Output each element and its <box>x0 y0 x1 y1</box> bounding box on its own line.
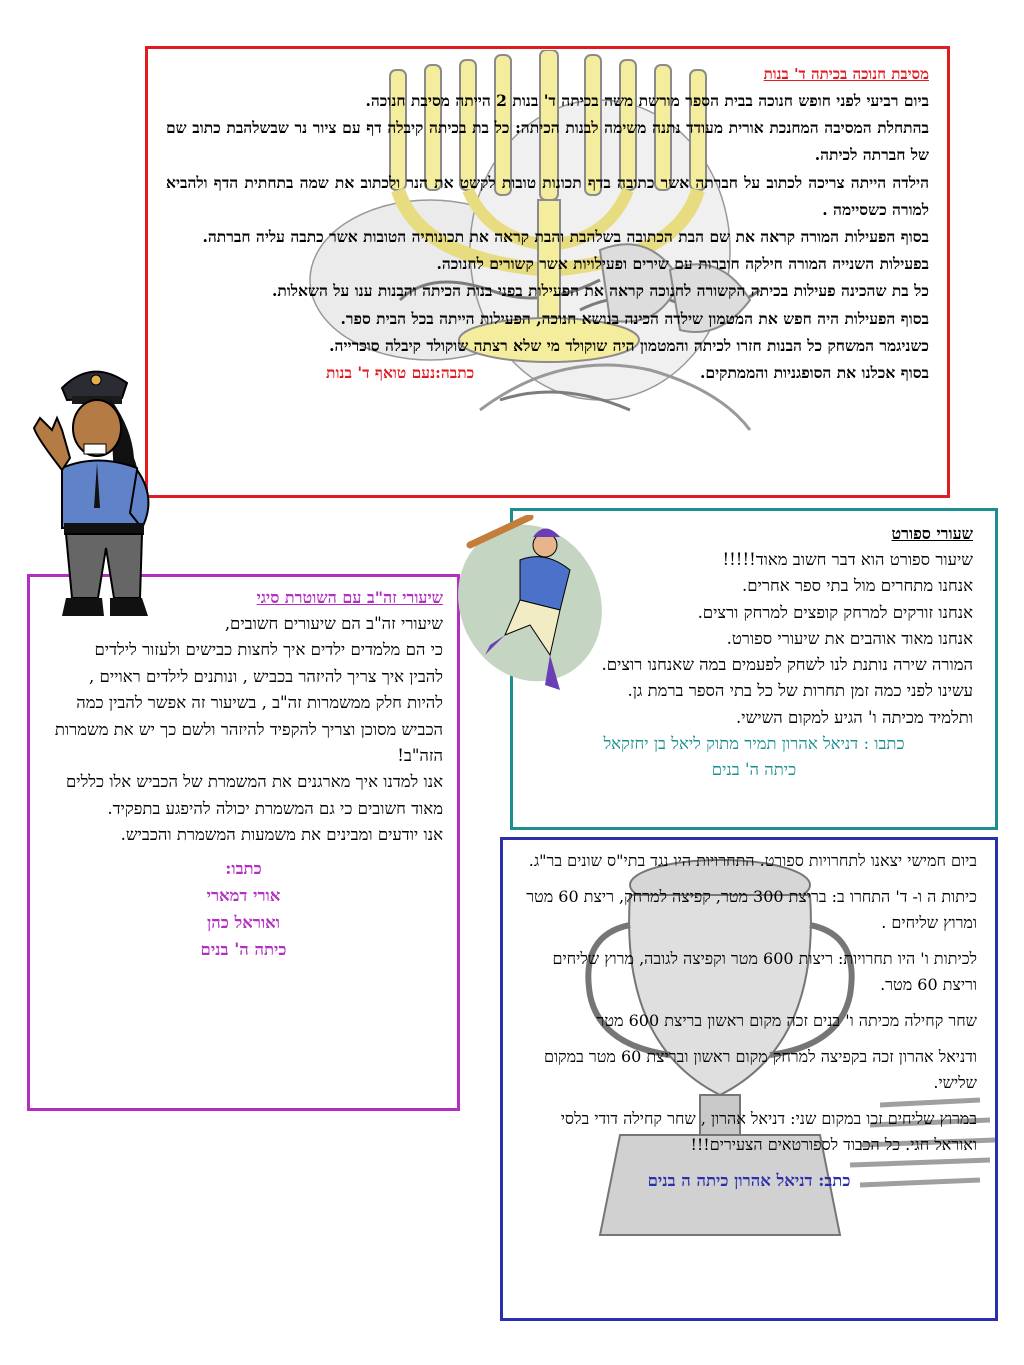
road-safety-signature: ואוראל כהן <box>207 912 280 932</box>
road-safety-paragraph: להיות חלק ממשמרות זה"ב , בשיעור זה אפשר להבין כמה <box>76 693 443 713</box>
hanukkah-paragraph: הילדה הייתה צריכה לכתוב על חברתה אשר כתובה בדף תכונות טובות לקשט את הנר ולכתוב את שמה בתחתית הדף ולהביא למורה כשסיימה . <box>166 172 929 219</box>
hanukkah-paragraph: בסוף הפעילות המורה קראה את שם הבת הכתובה בשלהבת והבת קראה את תכונותיה הטובות אשר כתבה עליה חברתה. <box>202 227 929 247</box>
hanukkah-title: מסיבת חנוכה בכיתה ד' בנות <box>763 65 929 83</box>
hanukkah-signature: כתבה:נעם טואף ד' בנות <box>326 363 475 383</box>
sport-title: שעורי ספורט <box>891 524 973 543</box>
sport-paragraph: אנחנו מתחרים מול בתי ספר אחרים. <box>741 576 973 596</box>
sport-signature-authors: כתבו : דניאל אהרון תמיר מתוק ליאל בן יחזקאל <box>603 734 905 754</box>
road-safety-paragraph: אנו יודעים ומבינים את משמעות המשמרת והכביש. <box>120 825 443 845</box>
road-safety-signature: כתבו: <box>225 858 262 878</box>
competition-paragraph: ודניאל אהרון זכה בקפיצה למרחק מקום ראשון ובריצת 60 מטר במקום שלישי. <box>543 1047 977 1092</box>
road-safety-title: שיעורי זה"ב עם השוטרת סיגי <box>256 588 443 607</box>
sport-signature-class: כיתה ה' בנים <box>711 760 797 780</box>
competition-paragraph: במרוץ שליחים זכו במקום שני: דניאל אהרון , שחר קחילה דודי בלסי ואוראל חגי. כל הכבוד לספורטאים הצעירים!!! <box>560 1109 977 1154</box>
hanukkah-footer <box>166 359 929 386</box>
sport-paragraph: המורה שירה נותנת לנו לשחק לפעמים במה שאנחנו רוצים. עשינו לפני כמה זמן תחרות של כל בתי הספר ברמת גן. ותלמיד מכיתה ו' הגיע למקום השישי. <box>601 655 973 727</box>
hanukkah-paragraph: בפעילות השנייה המורה חילקה חוברות עם שירים ופעילויות אשר קשורים לחנוכה. <box>436 254 929 274</box>
road-safety-signature: כיתה ה' בנים <box>200 939 287 959</box>
competition-signature: כתב: דניאל אהרון כיתה ה בנים <box>647 1171 851 1190</box>
road-safety-signature: אורי דמארי <box>206 885 281 905</box>
competition-paragraph: ביום חמישי יצאנו לתחרויות ספורט. התחרויות היו נגד בתי"ס שונים בר"ג. <box>528 851 977 870</box>
hanukkah-paragraph: בסוף הפעילות היה חפש את המטמון שילדה הכינה בנושא חנוכה, הפעילות הייתה בכל הבית ספר. <box>340 308 929 328</box>
sport-article <box>510 508 998 830</box>
sport-paragraph: שיעור ספורט הוא דבר חשוב מאוד!!!!! <box>722 550 973 569</box>
sport-paragraph: אנחנו זורקים למרחק קופצים למרחק ורצים. <box>697 602 973 622</box>
competition-paragraph: כיתות ה ו- ד' התחרו ב: בריצת 300 מטר, קפיצה למרחק, ריצת 60 מטר ומרוץ שליחים . <box>526 887 977 932</box>
police-officer-clipart <box>22 358 162 620</box>
hanukkah-paragraph: כל בת שהכינה פעילות בכיתה הקשורה לחנוכה קראה את הפעילות בפני בנות הכיתה והבנות ענו על השאלות. <box>271 281 929 301</box>
road-safety-paragraph: שיעורי זה"ב הם שיעורים חשובים, <box>224 614 443 633</box>
hanukkah-paragraph: כשניגמר המשחק כל הבנות חזרו לכיתה והמטמון היה שוקולד מי שלא רצתה שוקולד קיבלה סוכרייה. <box>329 335 929 355</box>
road-safety-paragraph: כי הם מלמדים ילדים איך לחצות כבישים ולעזור לילדים <box>94 640 443 660</box>
road-safety-paragraph: הכביש מסוכן וצריך להקפיד להיזהר ולשם כך יש את משמרות הזה"ב! <box>54 719 443 766</box>
road-safety-paragraph: להבין איך צריך להיזהר בכביש , ונותנים לילדים ראויים , <box>89 666 443 686</box>
hanukkah-paragraph: בהתחלת המסיבה המחנכת אורית מעודד נתנה משימה לבנות הכיתה: כל בת בכיתה קיבלה דף עם ציור נר שבשלהבת כתוב שם של חברתה לכיתה. <box>166 118 929 165</box>
hanukkah-closing: בסוף אכלנו את הסופגניות והממתקים. <box>700 363 929 383</box>
competition-paragraph: לכיתות ו' היו תחרויות: ריצות 600 מטר וקפיצה לגובה, מרוץ שליחים וריצת 60 מטר. <box>552 949 977 994</box>
road-safety-paragraph: אנו למדנו איך מארגנים את המשמרת של הכביש אלו כללים מאוד חשובים כי גם המשמרת יכולה להיפגע בתפקיד. <box>65 772 443 818</box>
competition-paragraph: שחר קחילה מכיתה ו' בנים זכה מקום ראשון בריצת 600 מטר <box>596 1011 977 1030</box>
hanukkah-paragraph: ביום רביעי לפני חופש חנוכה בבית הספר מורשת משה בכיתה ד' בנות 2 הייתה מסיבת חנוכה. <box>365 91 929 110</box>
sport-paragraph: אנחנו מאוד אוהבים את שיעורי ספורט. <box>726 628 973 648</box>
road-safety-article <box>27 574 460 1111</box>
